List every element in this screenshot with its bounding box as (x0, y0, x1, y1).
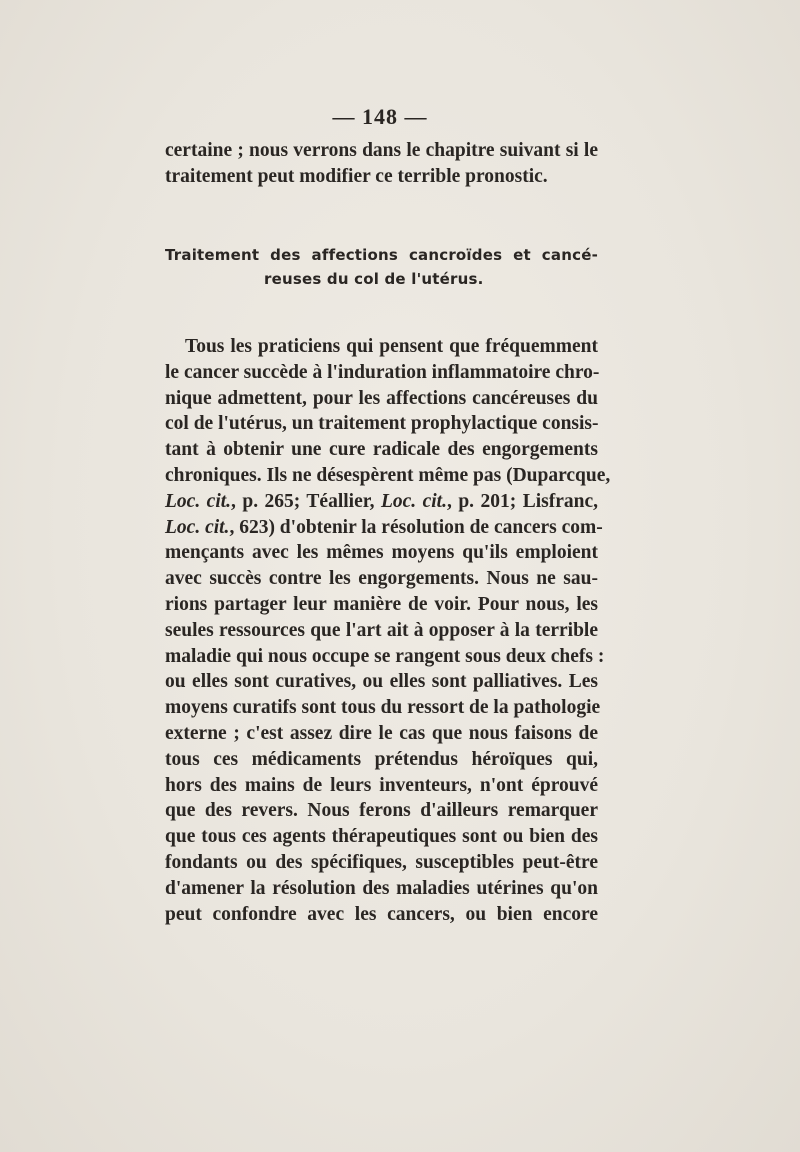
body-line: avec succès contre les engorgements. Nous ne sau- (165, 568, 598, 590)
intro-paragraph (165, 138, 598, 190)
body-line: que des revers. Nous ferons d'ailleurs remarquer (165, 800, 598, 822)
body-line: le cancer succède à l'induration inflammatoire chro- (165, 361, 600, 383)
body-line-citation (165, 515, 603, 541)
body-line: peut confondre avec les cancers, ou bien encore (165, 903, 598, 925)
body-paragraph (165, 334, 611, 927)
citation-text: , 623) d'obtenir la résolution de cancers com- (229, 516, 603, 538)
body-line: hors des mains de leurs inventeurs, n'ont éprouvé (165, 774, 598, 796)
body-line: rions partager leur manière de voir. Pour nous, les (165, 593, 598, 615)
body-line: nique admettent, pour les affections cancéreuses du (165, 387, 598, 409)
section-heading-line: reuses du col de l'utérus. (264, 270, 484, 288)
body-line: seules ressources que l'art ait à opposer à la terrible (165, 619, 598, 641)
body-line-citation (165, 489, 598, 515)
body-line: mençants avec les mêmes moyens qu'ils emploient (165, 542, 598, 564)
citation-text: , p. 265; Téallier, (231, 490, 381, 512)
section-heading-line: Traitement des affections cancroïdes et cancé- (165, 246, 598, 264)
body-line: fondants ou des spécifiques, susceptibles peut-être (165, 851, 598, 873)
section-heading (165, 243, 598, 291)
body-line: d'amener la résolution des maladies utérines qu'on (165, 877, 598, 899)
body-line: chroniques. Ils ne désespèrent même pas (Duparcque, (165, 464, 611, 486)
body-line: moyens curatifs sont tous du ressort de la pathologie (165, 697, 601, 719)
body-line: tant à obtenir une cure radicale des engorgements (165, 439, 598, 461)
body-line: tous ces médicaments prétendus héroïques qui, (165, 748, 598, 770)
body-line: maladie qui nous occupe se rangent sous deux chefs : (165, 645, 605, 667)
citation-italic: Loc. cit. (380, 490, 447, 512)
citation-text: , p. 201; Lisfranc, (446, 490, 599, 512)
body-line: externe ; c'est assez dire le cas que nous faisons de (165, 722, 598, 744)
intro-line: traitement peut modifier ce terrible pronostic. (165, 165, 548, 187)
body-line: que tous ces agents thérapeutiques sont ou bien des (165, 826, 598, 848)
citation-italic: Loc. cit. (165, 490, 232, 512)
citation-italic: Loc. cit. (165, 516, 230, 538)
body-line: Tous les praticiens qui pensent que fréquemment (185, 336, 598, 357)
body-line: col de l'utérus, un traitement prophylactique consis- (165, 413, 599, 435)
body-line: ou elles sont curatives, ou elles sont palliatives. Les (165, 671, 598, 693)
intro-line: certaine ; nous verrons dans le chapitre suivant si le (165, 140, 598, 161)
page-number: — 148 — (332, 104, 428, 129)
